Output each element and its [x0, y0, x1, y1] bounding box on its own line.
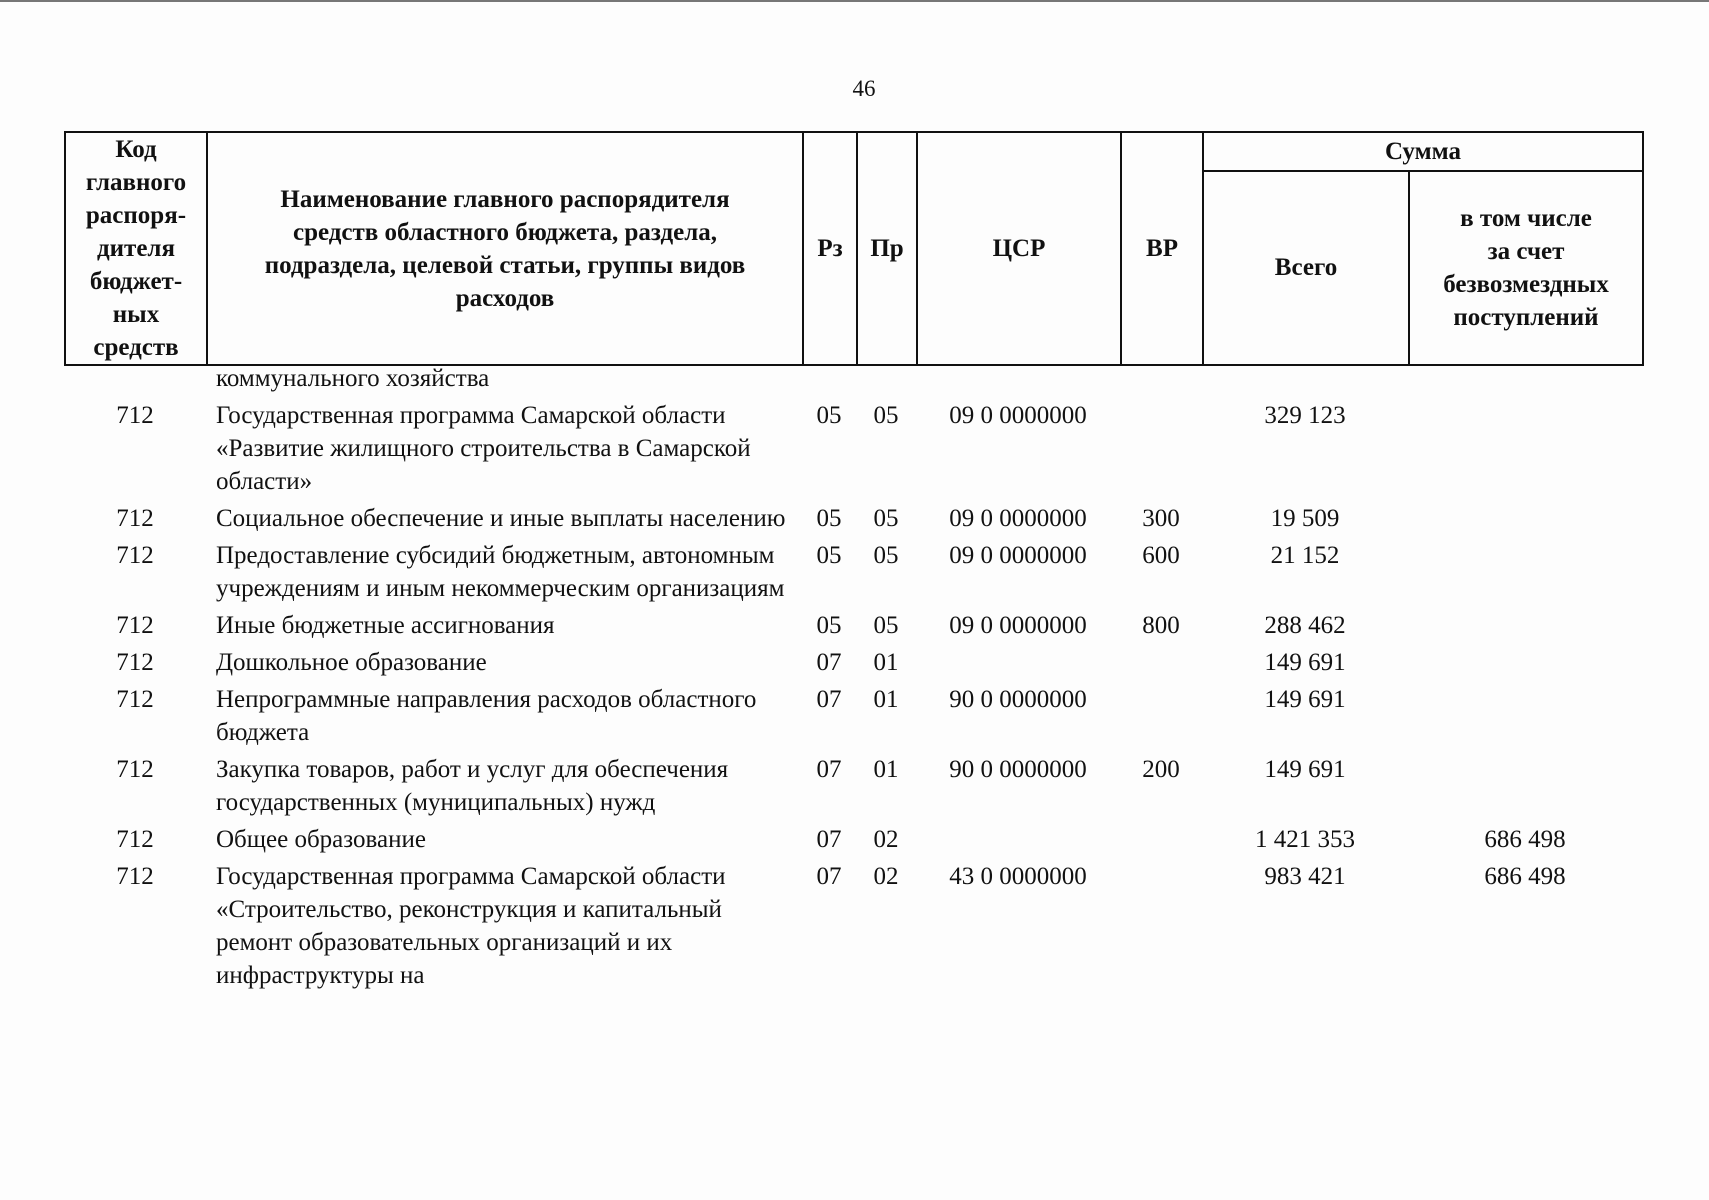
header-rz: Рз	[803, 132, 857, 365]
row-rz: 07	[816, 863, 842, 890]
row-code	[64, 362, 206, 395]
row-total: 149 691	[1264, 686, 1346, 713]
row-total: 21 152	[1270, 542, 1340, 569]
row-vr	[1120, 819, 1202, 856]
row-rz: 05	[816, 542, 842, 569]
header-incl-line: поступлений	[1453, 303, 1599, 331]
page-top-border	[0, 0, 1709, 2]
row-pr: 05	[873, 402, 899, 429]
row-rz: 05	[816, 505, 842, 532]
row-total: 19 509	[1270, 505, 1340, 532]
row-name: Дошкольное образование	[216, 649, 487, 676]
row-name: Закупка товаров, работ и услуг для обеспечения государственных (муниципальных) нужд	[216, 756, 729, 816]
row-name: Государственная программа Самарской области «Развитие жилищного строительства в Самарской области»	[216, 402, 751, 495]
header-name-line: расходов	[455, 284, 555, 312]
row-vr	[1120, 362, 1202, 395]
header-incl	[1409, 171, 1643, 365]
row-incl	[1408, 642, 1642, 679]
header-code-line: главного	[85, 169, 187, 196]
header-name-line: подраздела, целевой статьи, группы видов	[264, 251, 746, 279]
row-vr	[1120, 642, 1202, 679]
row-code: 712	[116, 756, 154, 783]
table-header	[64, 131, 1644, 366]
header-name-line: средств областного бюджета, раздела,	[292, 218, 718, 246]
row-total: 983 421	[1264, 863, 1346, 890]
header-name-line: Наименование главного распорядителя	[280, 185, 730, 213]
row-vr	[1120, 395, 1202, 498]
row-pr: 01	[873, 686, 899, 713]
row-incl	[1408, 362, 1642, 395]
row-total	[1202, 362, 1408, 395]
table-row	[64, 605, 1642, 642]
table-row	[64, 395, 1642, 498]
row-rz: 07	[816, 756, 842, 783]
row-pr: 05	[873, 542, 899, 569]
row-incl	[1408, 679, 1642, 749]
row-name: Государственная программа Самарской области «Строительство, реконструкция и капитальный ремонт образовательных организаций и их инфраструктуры на	[216, 863, 726, 989]
header-incl-line: за счет	[1487, 237, 1565, 265]
row-code: 712	[116, 686, 154, 713]
row-total: 329 123	[1264, 402, 1346, 429]
row-rz: 05	[816, 402, 842, 429]
row-name: Общее образование	[216, 826, 426, 853]
row-incl	[1408, 535, 1642, 605]
row-total: 288 462	[1264, 612, 1346, 639]
row-code: 712	[116, 649, 154, 676]
table-row	[64, 819, 1642, 856]
page-number: 46	[852, 76, 876, 101]
row-vr	[1120, 679, 1202, 749]
header-total: Всего	[1203, 171, 1409, 365]
row-total: 149 691	[1264, 756, 1346, 783]
row-rz: 07	[816, 826, 842, 853]
row-name: Предоставление субсидий бюджетным, автономным учреждениям и иным некоммерческим организациям	[216, 542, 785, 602]
table-row	[64, 535, 1642, 605]
row-incl	[1408, 395, 1642, 498]
row-csr: 90 0 0000000	[949, 686, 1087, 713]
table-body	[64, 362, 1642, 992]
header-vr: ВР	[1121, 132, 1203, 365]
header-name	[207, 132, 803, 365]
row-incl	[1408, 749, 1642, 819]
row-csr	[916, 819, 1120, 856]
header-sum: Сумма	[1203, 132, 1643, 171]
row-name: коммунального хозяйства	[216, 365, 490, 392]
row-vr: 200	[1142, 756, 1180, 783]
row-rz: 07	[816, 649, 842, 676]
row-csr: 09 0 0000000	[949, 542, 1087, 569]
header-code-line: средств	[93, 334, 179, 361]
table-row	[64, 856, 1642, 992]
row-pr: 05	[873, 505, 899, 532]
header-incl-line: в том числе	[1460, 204, 1592, 232]
row-csr	[916, 362, 1120, 395]
row-name: Социальное обеспечение и иные выплаты населению	[216, 505, 786, 532]
table-row	[64, 749, 1642, 819]
header-code-line: бюджет-	[89, 268, 183, 295]
header-code-line: дителя	[97, 235, 175, 262]
row-code: 712	[116, 863, 154, 890]
row-vr: 600	[1142, 542, 1180, 569]
row-vr	[1120, 856, 1202, 992]
row-code: 712	[116, 826, 154, 853]
row-csr: 09 0 0000000	[949, 505, 1087, 532]
row-csr	[916, 642, 1120, 679]
row-csr: 09 0 0000000	[949, 402, 1087, 429]
row-pr	[856, 362, 916, 395]
table-row	[64, 642, 1642, 679]
row-name: Непрограммные направления расходов областного бюджета	[216, 686, 757, 746]
header-csr: ЦСР	[917, 132, 1121, 365]
table-row	[64, 362, 1642, 395]
header-code	[65, 132, 207, 365]
row-code: 712	[116, 505, 154, 532]
row-pr: 01	[873, 756, 899, 783]
row-csr: 43 0 0000000	[949, 863, 1087, 890]
table-row	[64, 498, 1642, 535]
header-pr: Пр	[857, 132, 917, 365]
row-incl	[1408, 498, 1642, 535]
row-incl: 686 498	[1484, 863, 1566, 890]
header-incl-line: безвозмездных	[1443, 270, 1609, 298]
row-total: 1 421 353	[1255, 826, 1355, 853]
row-rz: 07	[816, 686, 842, 713]
row-total: 149 691	[1264, 649, 1346, 676]
row-code: 712	[116, 402, 154, 429]
header-code-line: ных	[112, 301, 160, 328]
table-row	[64, 679, 1642, 749]
row-pr: 05	[873, 612, 899, 639]
row-code: 712	[116, 542, 154, 569]
row-csr: 09 0 0000000	[949, 612, 1087, 639]
row-vr: 300	[1142, 505, 1180, 532]
row-incl	[1408, 605, 1642, 642]
row-pr: 02	[873, 826, 899, 853]
row-pr: 01	[873, 649, 899, 676]
row-rz: 05	[816, 612, 842, 639]
row-rz	[802, 362, 856, 395]
row-incl: 686 498	[1484, 826, 1566, 853]
row-csr: 90 0 0000000	[949, 756, 1087, 783]
row-name: Иные бюджетные ассигнования	[216, 612, 555, 639]
header-code-line: Код	[115, 136, 157, 163]
header-code-line: распоря-	[85, 202, 187, 229]
row-vr: 800	[1142, 612, 1180, 639]
row-pr: 02	[873, 863, 899, 890]
row-code: 712	[116, 612, 154, 639]
